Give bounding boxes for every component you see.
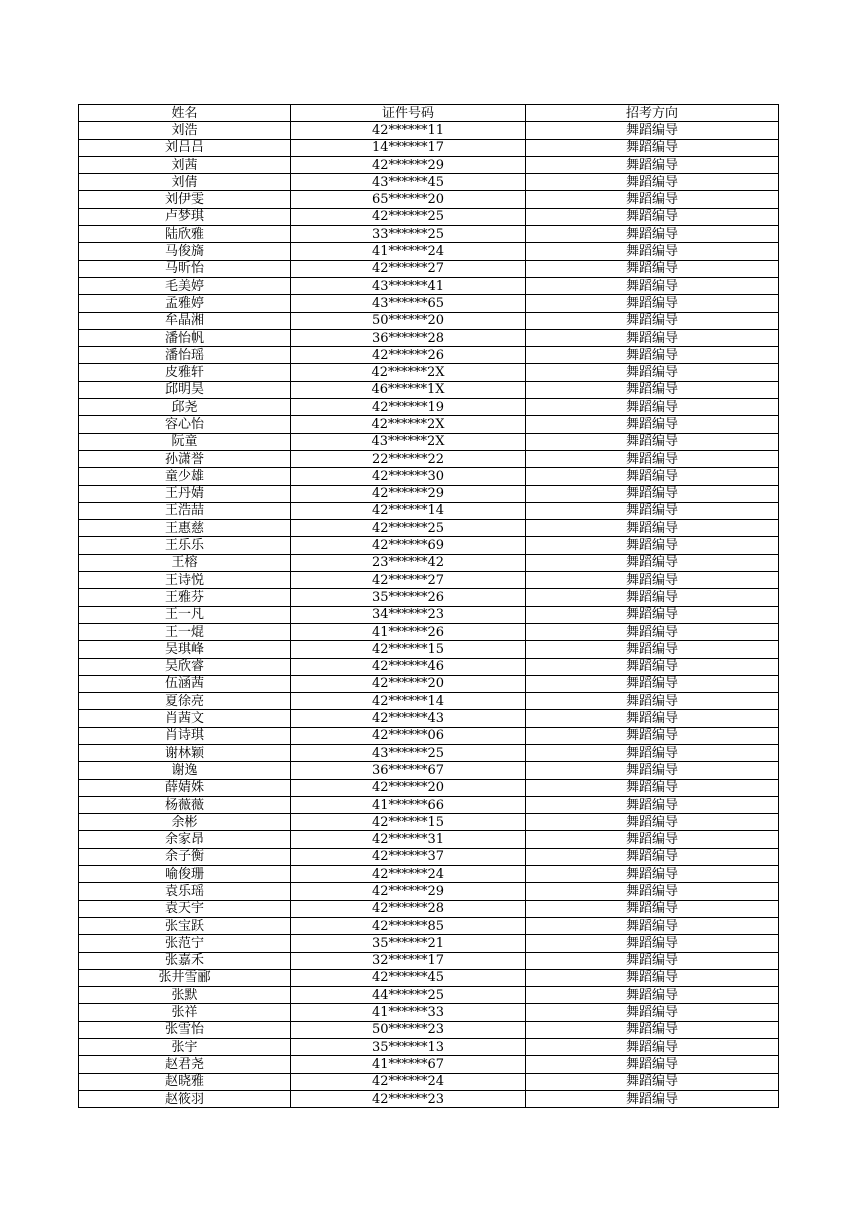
cell-name: 张宝跃 [79,917,291,934]
table-row [79,762,779,779]
cell-name: 吴琪峰 [79,641,291,658]
cell-direction: 舞蹈编导 [526,399,779,416]
table-row [79,191,779,208]
cell-id-number: 42******15 [291,641,526,658]
cell-name: 阮童 [79,433,291,450]
cell-name: 王一凡 [79,606,291,623]
cell-direction: 舞蹈编导 [526,347,779,364]
cell-direction: 舞蹈编导 [526,537,779,554]
table-row [79,468,779,485]
cell-name: 肖诗琪 [79,727,291,744]
cell-id-number: 42******2X [291,416,526,433]
table-row [79,312,779,329]
cell-direction: 舞蹈编导 [526,416,779,433]
cell-name: 王乐乐 [79,537,291,554]
table-row [79,987,779,1004]
cell-name: 王一焜 [79,623,291,640]
table-row [79,675,779,692]
cell-name: 夏徐亮 [79,693,291,710]
table-row [79,1090,779,1107]
cell-name: 余家昂 [79,831,291,848]
cell-direction: 舞蹈编导 [526,572,779,589]
cell-direction: 舞蹈编导 [526,883,779,900]
cell-direction: 舞蹈编导 [526,831,779,848]
table-row [79,1021,779,1038]
cell-name: 赵君尧 [79,1056,291,1073]
table-row [79,295,779,312]
cell-name: 孟雅婷 [79,295,291,312]
cell-id-number: 42******37 [291,848,526,865]
cell-name: 袁天宇 [79,900,291,917]
cell-name: 刘浩 [79,122,291,139]
table-row [79,433,779,450]
cell-name: 童少雄 [79,468,291,485]
table-row [79,693,779,710]
cell-name: 谢逸 [79,762,291,779]
cell-name: 皮雅轩 [79,364,291,381]
cell-direction: 舞蹈编导 [526,502,779,519]
cell-direction: 舞蹈编导 [526,814,779,831]
cell-direction: 舞蹈编导 [526,191,779,208]
cell-name: 余子衡 [79,848,291,865]
cell-direction: 舞蹈编导 [526,226,779,243]
cell-direction: 舞蹈编导 [526,433,779,450]
cell-id-number: 43******2X [291,433,526,450]
table-row [79,381,779,398]
table-row [79,1056,779,1073]
cell-id-number: 43******65 [291,295,526,312]
cell-name: 喻俊珊 [79,866,291,883]
table-row [79,450,779,467]
cell-name: 邱明昊 [79,381,291,398]
table-row [79,935,779,952]
roster-body [79,122,779,1108]
cell-name: 潘怡帆 [79,329,291,346]
cell-id-number: 42******43 [291,710,526,727]
table-row [79,779,779,796]
cell-id-number: 42******46 [291,658,526,675]
cell-name: 杨薇薇 [79,796,291,813]
cell-name: 刘茜 [79,156,291,173]
cell-id-number: 42******23 [291,1090,526,1107]
cell-id-number: 44******25 [291,987,526,1004]
cell-id-number: 42******14 [291,502,526,519]
cell-direction: 舞蹈编导 [526,295,779,312]
header-id-number: 证件号码 [291,105,526,122]
cell-direction: 舞蹈编导 [526,779,779,796]
cell-id-number: 42******69 [291,537,526,554]
cell-direction: 舞蹈编导 [526,450,779,467]
cell-name: 王雅芬 [79,589,291,606]
cell-name: 张宇 [79,1039,291,1056]
table-row [79,900,779,917]
cell-id-number: 41******33 [291,1004,526,1021]
cell-name: 陆欣雅 [79,226,291,243]
cell-id-number: 42******25 [291,520,526,537]
cell-name: 毛美婷 [79,277,291,294]
cell-id-number: 41******67 [291,1056,526,1073]
cell-direction: 舞蹈编导 [526,520,779,537]
table-row [79,727,779,744]
cell-name: 余彬 [79,814,291,831]
cell-name: 刘倩 [79,174,291,191]
cell-direction: 舞蹈编导 [526,312,779,329]
cell-id-number: 34******23 [291,606,526,623]
cell-id-number: 42******26 [291,347,526,364]
cell-direction: 舞蹈编导 [526,122,779,139]
cell-direction: 舞蹈编导 [526,658,779,675]
cell-name: 张默 [79,987,291,1004]
cell-name: 邱尧 [79,399,291,416]
cell-direction: 舞蹈编导 [526,710,779,727]
cell-direction: 舞蹈编导 [526,468,779,485]
table-row [79,416,779,433]
cell-direction: 舞蹈编导 [526,277,779,294]
cell-name: 赵筱羽 [79,1090,291,1107]
cell-id-number: 41******26 [291,623,526,640]
cell-id-number: 35******21 [291,935,526,952]
cell-id-number: 41******66 [291,796,526,813]
header-name: 姓名 [79,105,291,122]
cell-direction: 舞蹈编导 [526,866,779,883]
table-row [79,710,779,727]
cell-id-number: 42******45 [291,969,526,986]
table-row [79,969,779,986]
cell-id-number: 22******22 [291,450,526,467]
cell-direction: 舞蹈编导 [526,969,779,986]
table-row [79,848,779,865]
cell-id-number: 50******23 [291,1021,526,1038]
table-row [79,1073,779,1090]
cell-id-number: 42******14 [291,693,526,710]
cell-direction: 舞蹈编导 [526,952,779,969]
cell-id-number: 14******17 [291,139,526,156]
cell-direction: 舞蹈编导 [526,641,779,658]
cell-direction: 舞蹈编导 [526,1039,779,1056]
cell-name: 马俊旖 [79,243,291,260]
cell-id-number: 42******2X [291,364,526,381]
cell-name: 王榕 [79,554,291,571]
table-row [79,572,779,589]
cell-name: 牟晶湘 [79,312,291,329]
table-row [79,623,779,640]
cell-id-number: 42******30 [291,468,526,485]
cell-name: 马昕怡 [79,260,291,277]
cell-id-number: 42******24 [291,1073,526,1090]
table-row [79,520,779,537]
cell-direction: 舞蹈编导 [526,1056,779,1073]
cell-direction: 舞蹈编导 [526,623,779,640]
table-row [79,537,779,554]
table-row [79,347,779,364]
cell-id-number: 42******11 [291,122,526,139]
table-row [79,831,779,848]
cell-id-number: 42******19 [291,399,526,416]
table-row [79,658,779,675]
cell-id-number: 42******31 [291,831,526,848]
table-row [79,364,779,381]
cell-direction: 舞蹈编导 [526,900,779,917]
cell-name: 王诗悦 [79,572,291,589]
cell-direction: 舞蹈编导 [526,987,779,1004]
table-row [79,243,779,260]
cell-name: 王丹婧 [79,485,291,502]
cell-id-number: 42******29 [291,156,526,173]
table-row [79,606,779,623]
cell-id-number: 36******28 [291,329,526,346]
table-row [79,502,779,519]
table-row [79,260,779,277]
cell-name: 王浩喆 [79,502,291,519]
cell-name: 张嘉禾 [79,952,291,969]
cell-direction: 舞蹈编导 [526,606,779,623]
cell-name: 张雪怡 [79,1021,291,1038]
cell-name: 伍涵茜 [79,675,291,692]
cell-direction: 舞蹈编导 [526,1090,779,1107]
cell-id-number: 43******25 [291,744,526,761]
cell-name: 王惠慈 [79,520,291,537]
table-row [79,883,779,900]
cell-direction: 舞蹈编导 [526,744,779,761]
table-row [79,399,779,416]
cell-id-number: 42******24 [291,866,526,883]
cell-name: 薛婧姝 [79,779,291,796]
cell-id-number: 42******27 [291,572,526,589]
cell-id-number: 32******17 [291,952,526,969]
cell-id-number: 42******27 [291,260,526,277]
cell-id-number: 50******20 [291,312,526,329]
cell-id-number: 35******26 [291,589,526,606]
cell-id-number: 42******85 [291,917,526,934]
cell-direction: 舞蹈编导 [526,935,779,952]
header-row [79,105,779,122]
cell-name: 刘伊雯 [79,191,291,208]
cell-id-number: 35******13 [291,1039,526,1056]
cell-id-number: 41******24 [291,243,526,260]
table-row [79,485,779,502]
cell-id-number: 43******41 [291,277,526,294]
cell-direction: 舞蹈编导 [526,848,779,865]
table-row [79,814,779,831]
cell-id-number: 43******45 [291,174,526,191]
cell-direction: 舞蹈编导 [526,485,779,502]
cell-name: 肖茜文 [79,710,291,727]
cell-id-number: 36******67 [291,762,526,779]
cell-name: 张井雪郦 [79,969,291,986]
cell-direction: 舞蹈编导 [526,1021,779,1038]
table-row [79,139,779,156]
cell-direction: 舞蹈编导 [526,762,779,779]
cell-id-number: 42******20 [291,675,526,692]
cell-direction: 舞蹈编导 [526,329,779,346]
cell-id-number: 42******20 [291,779,526,796]
table-row [79,589,779,606]
table-row [79,277,779,294]
cell-name: 张祥 [79,1004,291,1021]
roster-table [78,104,779,1108]
cell-id-number: 42******28 [291,900,526,917]
cell-direction: 舞蹈编导 [526,1073,779,1090]
cell-name: 吴欣睿 [79,658,291,675]
table-row [79,866,779,883]
table-row [79,156,779,173]
cell-name: 谢林颖 [79,744,291,761]
cell-direction: 舞蹈编导 [526,208,779,225]
table-row [79,1004,779,1021]
cell-id-number: 42******06 [291,727,526,744]
table-row [79,226,779,243]
table-row [79,744,779,761]
cell-name: 赵晓雅 [79,1073,291,1090]
cell-name: 刘吕吕 [79,139,291,156]
cell-name: 潘怡瑶 [79,347,291,364]
cell-direction: 舞蹈编导 [526,1004,779,1021]
cell-direction: 舞蹈编导 [526,174,779,191]
cell-id-number: 42******15 [291,814,526,831]
cell-direction: 舞蹈编导 [526,554,779,571]
cell-direction: 舞蹈编导 [526,381,779,398]
table-row [79,122,779,139]
cell-direction: 舞蹈编导 [526,139,779,156]
table-row [79,641,779,658]
cell-direction: 舞蹈编导 [526,156,779,173]
cell-direction: 舞蹈编导 [526,727,779,744]
cell-id-number: 46******1X [291,381,526,398]
table-row [79,952,779,969]
table-row [79,329,779,346]
cell-direction: 舞蹈编导 [526,589,779,606]
cell-name: 孙潇誉 [79,450,291,467]
cell-id-number: 23******42 [291,554,526,571]
table-row [79,917,779,934]
cell-direction: 舞蹈编导 [526,917,779,934]
header-direction: 招考方向 [526,105,779,122]
cell-id-number: 33******25 [291,226,526,243]
table-row [79,1039,779,1056]
table-row [79,554,779,571]
cell-direction: 舞蹈编导 [526,675,779,692]
table-row [79,796,779,813]
cell-name: 容心怡 [79,416,291,433]
cell-direction: 舞蹈编导 [526,693,779,710]
cell-name: 张范宁 [79,935,291,952]
cell-name: 卢梦琪 [79,208,291,225]
cell-direction: 舞蹈编导 [526,260,779,277]
cell-id-number: 65******20 [291,191,526,208]
cell-direction: 舞蹈编导 [526,364,779,381]
cell-id-number: 42******29 [291,485,526,502]
cell-direction: 舞蹈编导 [526,243,779,260]
cell-id-number: 42******29 [291,883,526,900]
cell-id-number: 42******25 [291,208,526,225]
cell-name: 袁乐瑶 [79,883,291,900]
cell-direction: 舞蹈编导 [526,796,779,813]
table-row [79,174,779,191]
table-row [79,208,779,225]
